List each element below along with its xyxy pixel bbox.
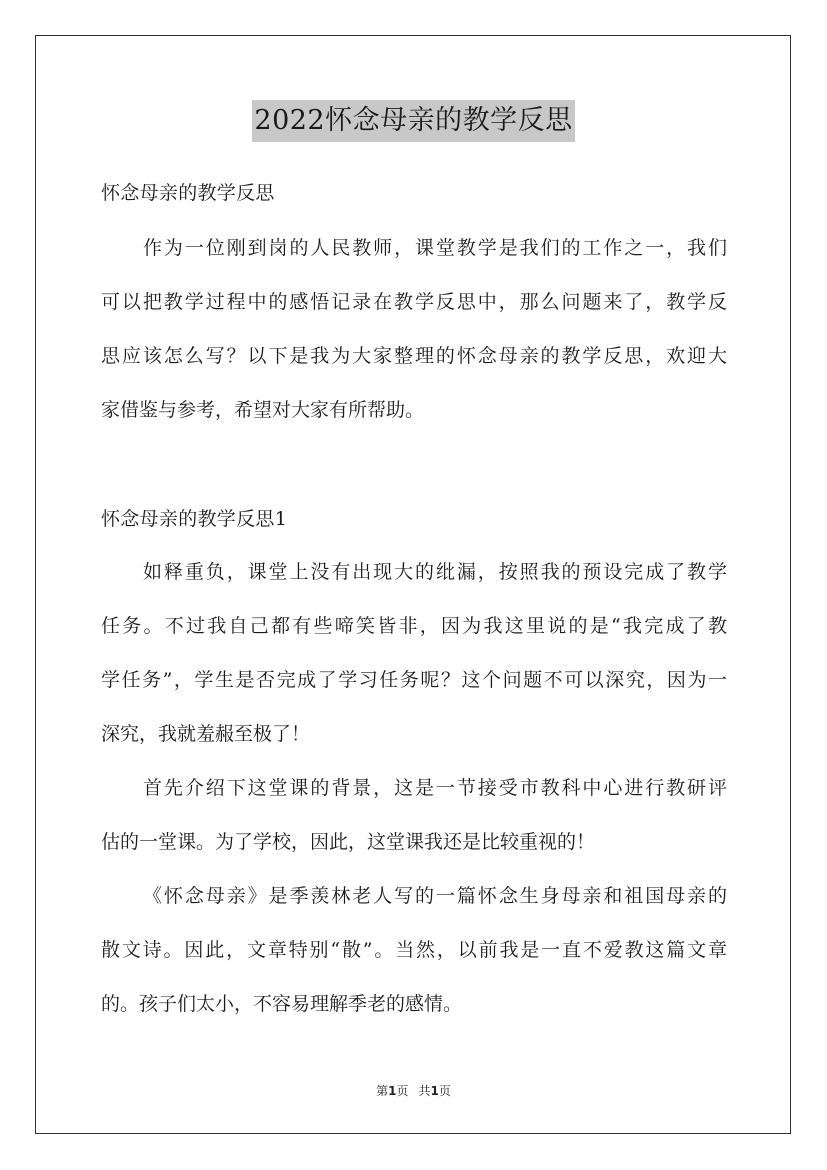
paragraph-line: 思应该怎么写？以下是我为大家整理的怀念母亲的教学反思，欢迎大 (101, 345, 727, 367)
title-container (0, 100, 827, 142)
paragraph-line: 可以把教学过程中的感悟记录在教学反思中，那么问题来了，教学反 (101, 291, 727, 313)
section-heading-1: 怀念母亲的教学反思 (101, 182, 275, 204)
document-title: 2022怀念母亲的教学反思 (252, 100, 574, 142)
paragraph-line: 作为一位刚到岗的人民教师，课堂教学是我们的工作之一，我们 (143, 237, 727, 259)
total-pages: 1 (430, 1084, 439, 1098)
paragraph-line: 《怀念母亲》是季羡林老人写的一篇怀念生身母亲和祖国母亲的 (143, 885, 727, 907)
paragraph-line: 学任务”，学生是否完成了学习任务呢？这个问题不可以深究，因为一 (101, 669, 727, 691)
total-suffix: 页 (438, 1084, 451, 1098)
paragraph-line: 深究，我就羞赧至极了！ (101, 723, 311, 745)
page-suffix: 页 (396, 1084, 409, 1098)
paragraph-line: 如释重负，课堂上没有出现大的纰漏，按照我的预设完成了教学 (143, 561, 727, 583)
paragraph-line: 任务。不过我自己都有些啼笑皆非，因为我这里说的是“我完成了教 (101, 615, 727, 637)
page-number: 1 (388, 1084, 397, 1098)
section-heading-2: 怀念母亲的教学反思1 (101, 508, 288, 530)
page-prefix: 第 (376, 1084, 389, 1098)
paragraph-line: 家借鉴与参考，希望对大家有所帮助。 (101, 399, 425, 421)
paragraph-line: 散文诗。因此，文章特别“散”。当然，以前我是一直不爱教这篇文章 (101, 939, 727, 961)
total-prefix: 共 (418, 1084, 431, 1098)
page-footer (0, 1083, 827, 1099)
paragraph-line: 的。孩子们太小，不容易理解季老的感情。 (101, 993, 463, 1015)
paragraph-line: 估的一堂课。为了学校，因此，这堂课我还是比较重视的！ (101, 831, 596, 853)
paragraph-line: 首先介绍下这堂课的背景，这是一节接受市教科中心进行教研评 (143, 777, 727, 799)
